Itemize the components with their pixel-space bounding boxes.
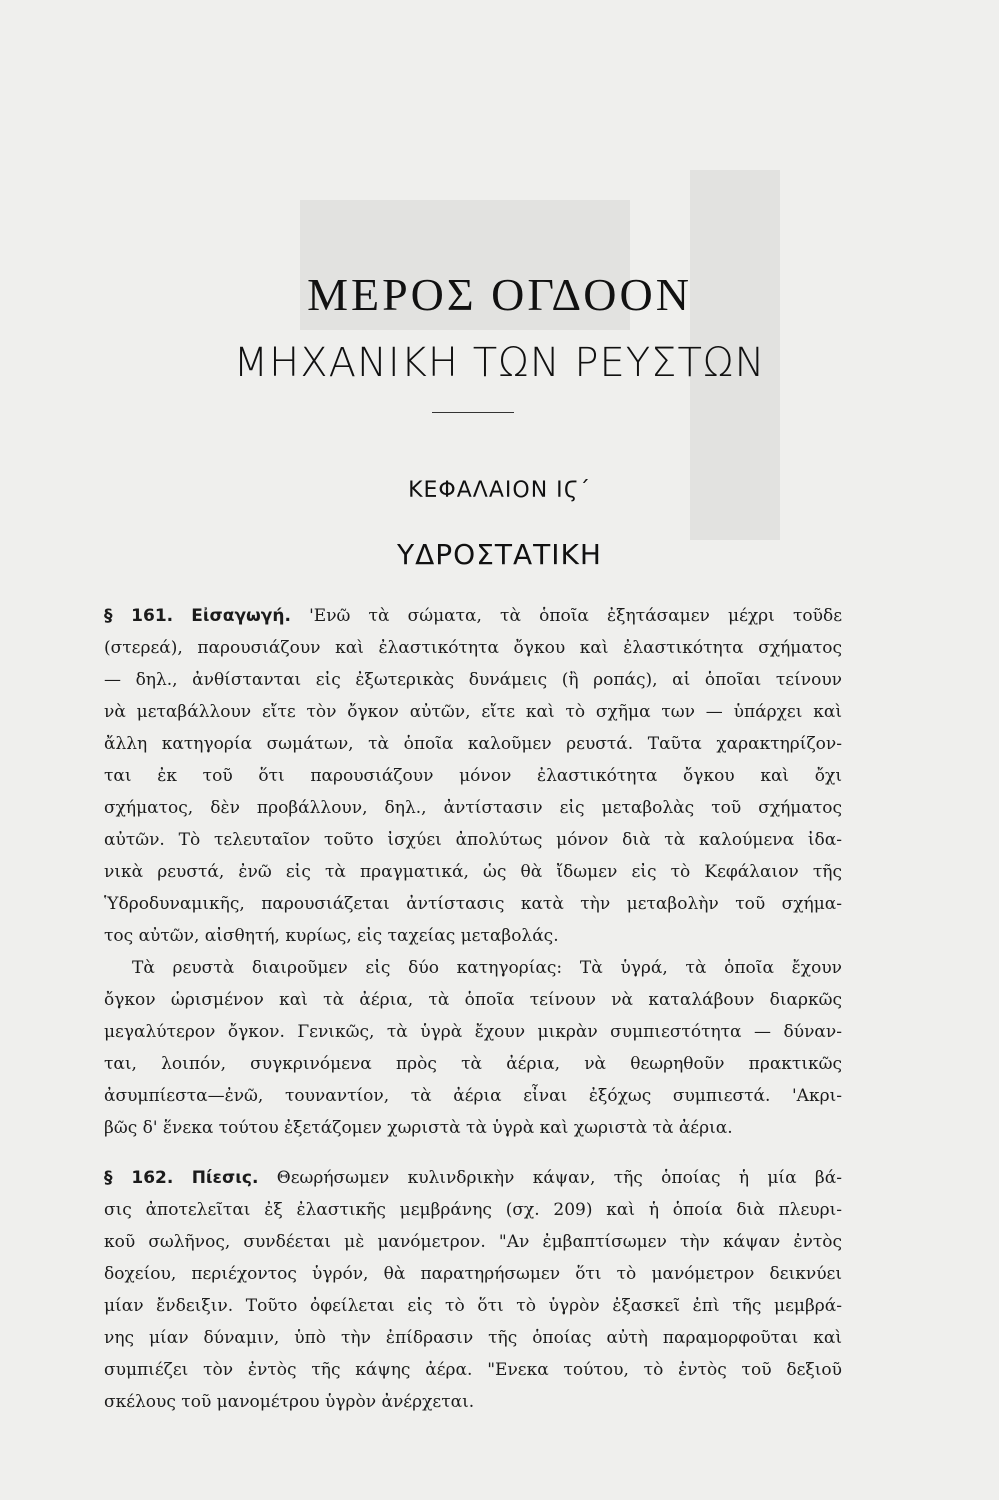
text-line: σχήματος, δὲν προβάλλουν, δηλ., ἀντίστασιν εἰς μεταβολὰς τοῦ σχήματος [104, 798, 842, 818]
text-line: ὄγκον ὡρισμένον καὶ τὰ ἀέρια, τὰ ὁποῖα τείνουν νὰ καταλάβουν διαρκῶς [104, 990, 842, 1010]
text-line: ται ἐκ τοῦ ὅτι παρουσιάζουν μόνον ἐλαστικότητα ὄγκου καὶ ὄχι [104, 766, 842, 786]
section-title: Πίεσις. [191, 1168, 259, 1188]
text-line: συμπιέζει τὸν ἐντὸς τῆς κάψης ἀέρα. "Ενεκα τούτου, τὸ ἐντὸς τοῦ δεξιοῦ [104, 1360, 842, 1380]
text-line: νης μίαν δύναμιν, ὑπὸ τὴν ἐπίδρασιν τῆς ὁποίας αὐτὴ παραμορφοῦται καὶ [104, 1328, 842, 1348]
text-line: νικὰ ρευστά, ἐνῶ εἰς τὰ πραγματικά, ὡς θὰ ἴδωμεν εἰς τὸ Κεφάλαιον τῆς [104, 862, 842, 882]
text-line: αὐτῶν. Τὸ τελευταῖον τοῦτο ἰσχύει ἀπολύτως μόνον διὰ τὰ καλούμενα ἰδα- [104, 830, 842, 850]
divider-rule [432, 412, 514, 413]
section-title: Εἰσαγωγή. [191, 606, 291, 626]
text-line: Τὰ ρευστὰ διαιροῦμεν εἰς δύο κατηγορίας: Τὰ ὑγρά, τὰ ὁποῖα ἔχουν [132, 958, 842, 978]
body-text [104, 600, 842, 1418]
section-text: Θεωρήσωμεν κυλινδρικὴν κάψαν, τῆς ὁποίας ἡ μία βά- [276, 1168, 842, 1188]
text-line: μεγαλύτερον ὄγκον. Γενικῶς, τὰ ὑγρὰ ἔχουν μικρὰν συμπιεστότητα — δύναν- [104, 1022, 842, 1042]
text-line: Ὑδροδυναμικῆς, παρουσιάζεται ἀντίστασις κατὰ τὴν μεταβολὴν τοῦ σχήμα- [104, 894, 842, 914]
section-number: § 161. [104, 606, 174, 626]
chapter-title: ΚΕΦΑΛΑΙΟΝ ΙϚ΄ [408, 478, 591, 503]
text-line [104, 600, 842, 632]
text-line: ἄλλη κατηγορία σωμάτων, τὰ ὁποῖα καλοῦμεν ρευστά. Ταῦτα χαρακτηρίζον- [104, 734, 842, 754]
text-line: μίαν ἔνδειξιν. Τοῦτο ὀφείλεται εἰς τὸ ὅτι τὸ ὑγρὸν ἐξασκεῖ ἐπὶ τῆς μεμβρά- [104, 1296, 842, 1316]
paragraph-gap [104, 1144, 842, 1162]
text-line [104, 1162, 842, 1194]
text-line: — δηλ., ἀνθίστανται εἰς ἐξωτερικὰς δυνάμεις (ἢ ροπάς), αἱ ὁποῖαι τείνουν [104, 670, 842, 690]
text-line: βῶς δ' ἕνεκα τούτου ἐξετάζομεν χωριστὰ τὰ ὑγρὰ καὶ χωριστὰ τὰ ἀέρια. [104, 1118, 733, 1138]
text-line: κοῦ σωλῆνος, συνδέεται μὲ μανόμετρον. "Αν ἐμβαπτίσωμεν τὴν κάψαν ἐντὸς [104, 1232, 842, 1252]
part-subtitle: ΜΗΧΑΝΙΚΗ ΤΩΝ ΡΕΥΣΤΩΝ [233, 340, 766, 386]
chapter-subtitle: ΥΔΡΟΣΤΑΤΙΚΗ [397, 538, 602, 571]
text-line: δοχείου, περιέχοντος ὑγρόν, θὰ παρατηρήσωμεν ὅτι τὸ μανόμετρον δεικνύει [104, 1264, 842, 1284]
section-number: § 162. [104, 1168, 174, 1188]
text-line: τος αὐτῶν, αἰσθητή, κυρίως, εἰς ταχείας μεταβολάς. [104, 926, 559, 946]
text-line: σις ἀποτελεῖται ἐξ ἐλαστικῆς μεμβράνης (σχ. 209) καὶ ἡ ὁποία διὰ πλευρι- [104, 1200, 842, 1220]
text-line: νὰ μεταβάλλουν εἴτε τὸν ὄγκον αὐτῶν, εἴτε καὶ τὸ σχῆμα των — ὑπάρχει καὶ [104, 702, 842, 722]
text-line: ἀσυμπίεστα—ἐνῶ, τουναντίον, τὰ ἀέρια εἶναι ἐξόχως συμπιεστά. 'Ακρι- [104, 1086, 842, 1106]
text-line: ται, λοιπόν, συγκρινόμενα πρὸς τὰ ἀέρια, νὰ θεωρηθοῦν πρακτικῶς [104, 1054, 842, 1074]
text-line: (στερεά), παρουσιάζουν καὶ ἐλαστικότητα ὄγκου καὶ ἐλαστικότητα σχήματος [104, 638, 842, 658]
section-text: 'Ενῶ τὰ σώματα, τὰ ὁποῖα ἐξητάσαμεν μέχρι τοῦδε [309, 606, 842, 626]
part-title: ΜΕΡΟΣ ΟΓΔΟΟΝ [307, 269, 692, 320]
text-line: σκέλους τοῦ μανομέτρου ὑγρὸν ἀνέρχεται. [104, 1392, 475, 1412]
